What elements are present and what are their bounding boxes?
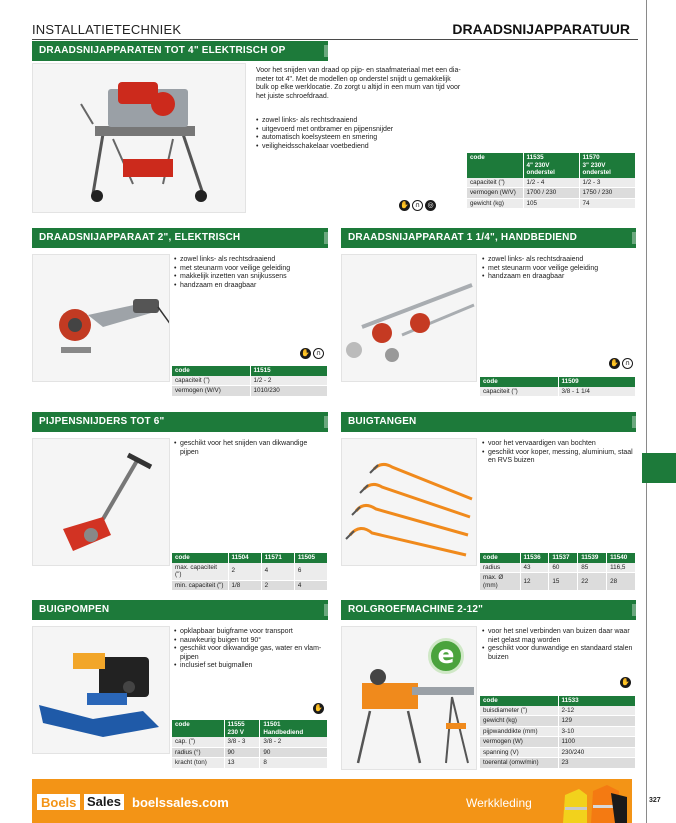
table-cell: 43 xyxy=(520,563,549,573)
bending-tongs-spec-table xyxy=(480,553,636,591)
gloves-icon: ✋ xyxy=(400,201,409,209)
table-cell: 13 xyxy=(224,758,260,769)
table-row xyxy=(480,726,636,737)
roll-groover-spec-table xyxy=(480,696,636,769)
feature-item: • zowel links- als rechtsdraaiend xyxy=(482,256,634,265)
threading-machine-ppe-icons xyxy=(399,200,436,211)
table-header: 11515 xyxy=(250,366,328,376)
table-cell: 28 xyxy=(607,573,636,591)
feature-item: • nauwkeurig buigen tot 90° xyxy=(174,637,326,646)
table-row xyxy=(172,376,328,386)
ear-protection-icon: ∩ xyxy=(412,200,423,211)
chapter-tab[interactable] xyxy=(642,453,676,483)
table-cell: 2 xyxy=(228,563,261,581)
gloves-icon: ✋ xyxy=(621,678,630,686)
table-row xyxy=(467,188,636,199)
threader-manual-features xyxy=(482,256,634,282)
table-cell: 1/8 xyxy=(228,580,261,591)
table-cell: vermogen (W) xyxy=(480,737,558,748)
table-row xyxy=(467,198,636,209)
table-cell: 15 xyxy=(549,573,578,591)
table-header: code xyxy=(480,377,558,387)
table-cell: 1750 / 230 xyxy=(579,188,636,199)
feature-item: • handzaam en draagbaar xyxy=(174,282,324,291)
table-row xyxy=(172,758,328,769)
table-cell: pijpwanddikte (mm) xyxy=(480,726,558,737)
feature-item: • opklapbaar buigframe voor transport xyxy=(174,628,326,637)
feature-item: • zowel links- als rechtsdraaiend xyxy=(256,117,466,126)
table-cell: capaciteit (") xyxy=(172,376,250,386)
roll-groover-ppe-icons xyxy=(620,677,631,688)
table-row xyxy=(172,737,328,747)
table-cell: 3-10 xyxy=(558,726,636,737)
table-row xyxy=(172,747,328,758)
table-cell: 6 xyxy=(294,563,327,581)
pipe-cutter-photo xyxy=(32,438,170,566)
website-link[interactable]: boelssales.com xyxy=(132,795,229,810)
table-header: code xyxy=(172,553,228,563)
table-cell: 85 xyxy=(578,563,607,573)
threading-machine-description xyxy=(256,67,466,101)
table-header: code xyxy=(172,720,224,737)
feature-item: • voor het vervaardigen van bochten xyxy=(482,440,636,449)
table-cell: 1/2 - 2 xyxy=(250,376,328,386)
feature-item: • inclusief set buigmallen xyxy=(174,662,326,671)
table-header: 11536 xyxy=(520,553,549,563)
roll-groover-features xyxy=(482,628,636,662)
table-row xyxy=(467,178,636,188)
table-header: 11571 xyxy=(261,553,294,563)
threader-electric-features xyxy=(174,256,324,290)
table-cell: toerental (omw/min) xyxy=(480,758,558,769)
threading-machine-photo xyxy=(32,63,246,213)
feature-item: • zowel links- als rechtsdraaiend xyxy=(174,256,324,265)
feature-item: • automatisch koelsysteem en smering xyxy=(256,134,466,143)
table-cell: 1700 / 230 xyxy=(523,188,579,199)
footer-banner xyxy=(32,779,632,823)
gloves-icon: ✋ xyxy=(314,704,323,712)
table-cell: 2 xyxy=(261,580,294,591)
table-header: 11501 Handbediend xyxy=(260,720,328,737)
table-cell: 3/8 - 2 xyxy=(260,737,328,747)
table-cell: radius xyxy=(480,563,520,573)
ear-protection-icon: ∩ xyxy=(622,358,633,369)
description-line: bulk op elke werklocatie. Zo zorgt u altijd in een mum van tijd voor xyxy=(256,84,461,92)
table-header: 11504 xyxy=(228,553,261,563)
table-cell: 12 xyxy=(520,573,549,591)
table-cell: 90 xyxy=(224,747,260,758)
table-row xyxy=(480,706,636,716)
description-line: Voor het snijden van draad op pijp- en staafmateriaal met een dia- xyxy=(256,67,461,74)
table-cell: radius (°) xyxy=(172,747,224,758)
workwear-image xyxy=(557,781,629,823)
table-row xyxy=(480,716,636,727)
table-header: 11539 xyxy=(578,553,607,563)
threader-electric-spec-table xyxy=(172,366,328,397)
footer-category: Werkkleding xyxy=(466,796,532,810)
table-cell: 23 xyxy=(558,758,636,769)
table-header: 11540 xyxy=(607,553,636,563)
table-header: code xyxy=(467,153,523,178)
table-cell: 1010/230 xyxy=(250,386,328,397)
gloves-icon: ✋ xyxy=(301,349,310,357)
section-title-threader-electric: DRAADSNIJAPPARAAT 2", ELEKTRISCH xyxy=(32,228,328,248)
threading-machine-features xyxy=(256,117,466,151)
threader-electric-ppe-icons xyxy=(300,348,324,359)
feature-item: • geschikt voor dikwandige gas, water en vlam-pijpen xyxy=(174,645,326,662)
bending-tongs-photo xyxy=(341,438,477,566)
feature-item: • uitgevoerd met ontbramer en pijpensnijder xyxy=(256,126,466,135)
table-cell: capaciteit (") xyxy=(480,387,558,397)
bending-tongs-features xyxy=(482,440,636,466)
table-cell: 90 xyxy=(260,747,328,758)
gloves-icon: ✋ xyxy=(610,359,619,367)
table-header: code xyxy=(480,696,558,706)
table-cell: 4 xyxy=(294,580,327,591)
pipe-cutter-features xyxy=(174,440,324,457)
description-line: het juiste schroefdraad. xyxy=(256,92,329,100)
table-row xyxy=(480,563,636,573)
table-cell: gewicht (kg) xyxy=(467,198,523,209)
feature-item: • geschikt voor het snijden van dikwandige pijpen xyxy=(174,440,324,457)
table-header: 11533 xyxy=(558,696,636,706)
table-row xyxy=(480,737,636,748)
table-row xyxy=(480,573,636,591)
threader-manual-photo xyxy=(341,254,477,382)
table-cell: kracht (ton) xyxy=(172,758,224,769)
table-cell: 60 xyxy=(549,563,578,573)
ear-protection-icon: ∩ xyxy=(313,348,324,359)
table-cell: 1100 xyxy=(558,737,636,748)
feature-item: • veiligheidsschakelaar voetbediend xyxy=(256,143,466,152)
table-cell: vermogen (W/V) xyxy=(172,386,250,397)
table-cell: min. capaciteit (") xyxy=(172,580,228,591)
header-divider xyxy=(32,39,638,40)
table-row xyxy=(172,580,328,591)
table-cell: 129 xyxy=(558,716,636,727)
table-cell: cap. (") xyxy=(172,737,224,747)
table-cell: 3/8 - 1 1/4 xyxy=(558,387,636,397)
table-row xyxy=(480,387,636,397)
table-cell: spanning (V) xyxy=(480,747,558,758)
table-cell: 105 xyxy=(523,198,579,209)
threader-electric-photo xyxy=(32,254,170,382)
threader-manual-ppe-icons xyxy=(609,358,633,369)
feature-item: • handzaam en draagbaar xyxy=(482,273,634,282)
table-cell: 22 xyxy=(578,573,607,591)
threading-machine-spec-table xyxy=(467,153,636,209)
table-cell: buisdiameter (") xyxy=(480,706,558,716)
section-title-pipe-cutters: PIJPENSNIJDERS TOT 6" xyxy=(32,412,328,432)
section-title-threader-manual: DRAADSNIJAPPARAAT 1 1/4", HANDBEDIEND xyxy=(341,228,636,248)
section-title-roll-groover: ROLGROEFMACHINE 2-12" xyxy=(341,600,636,620)
table-cell: 74 xyxy=(579,198,636,209)
table-header: 11555 230 V xyxy=(224,720,260,737)
table-header: code xyxy=(172,366,250,376)
feature-item: • met steunarm voor veilige geleiding xyxy=(482,265,634,274)
table-header: 11570 3" 230V onderstel xyxy=(579,153,636,178)
brand-logo-sales[interactable]: Sales xyxy=(84,794,124,810)
page-margin-rule xyxy=(646,0,647,823)
table-cell: max. Ø (mm) xyxy=(480,573,520,591)
feature-item: • voor het snel verbinden van buizen daar waar niet gelast mag worden xyxy=(482,628,636,645)
table-row xyxy=(172,563,328,581)
table-cell: 4 xyxy=(261,563,294,581)
table-header: 11537 xyxy=(549,553,578,563)
table-row xyxy=(480,758,636,769)
table-cell: 2-12 xyxy=(558,706,636,716)
table-cell: 8 xyxy=(260,758,328,769)
table-header: 11505 xyxy=(294,553,327,563)
bending-pump-spec-table xyxy=(172,720,328,769)
table-cell: capaciteit (") xyxy=(467,178,523,188)
table-cell: gewicht (kg) xyxy=(480,716,558,727)
table-cell: 3/8 - 3 xyxy=(224,737,260,747)
table-cell: 230/240 xyxy=(558,747,636,758)
table-cell: 116,5 xyxy=(607,563,636,573)
feature-item: • met steunarm voor veilige geleiding xyxy=(174,265,324,274)
bending-pump-photo xyxy=(32,626,170,754)
section-label: INSTALLATIETECHNIEK xyxy=(32,22,182,37)
page-number: 327 xyxy=(649,797,661,804)
table-header: 11509 xyxy=(558,377,636,387)
feature-item: • geschikt voor koper, messing, aluminium, staal en RVS buizen xyxy=(482,449,636,466)
feature-item: • makkelijk inzetten van snijkussens xyxy=(174,273,324,282)
description-line: meter tot 4". Met de modellen op onderstel snijdt u gemakkelijk xyxy=(256,75,451,83)
table-row xyxy=(480,747,636,758)
feature-item: • geschikt voor dunwandige en standaard stalen buizen xyxy=(482,645,636,662)
table-cell: 1/2 - 3 xyxy=(579,178,636,188)
bending-pump-features xyxy=(174,628,326,671)
section-title-bending-pumps: BUIGPOMPEN xyxy=(32,600,328,620)
safety-glasses-icon: ◎ xyxy=(425,200,436,211)
table-cell: max. capaciteit (") xyxy=(172,563,228,581)
bending-pump-ppe-icons xyxy=(313,703,324,714)
table-header: 11535 4" 230V onderstel xyxy=(523,153,579,178)
table-cell: 1/2 - 4 xyxy=(523,178,579,188)
brand-logo-boels[interactable]: Boels xyxy=(37,794,80,810)
page-title: DRAADSNIJAPPARATUUR xyxy=(452,21,630,37)
threader-manual-spec-table xyxy=(480,377,636,397)
pipe-cutter-spec-table xyxy=(172,553,328,591)
table-header: code xyxy=(480,553,520,563)
section-title-threading-machines: DRAADSNIJAPPARATEN TOT 4" ELEKTRISCH OP xyxy=(32,41,328,61)
table-row xyxy=(172,386,328,397)
section-title-bending-tongs: BUIGTANGEN xyxy=(341,412,636,432)
table-cell: vermogen (W/V) xyxy=(467,188,523,199)
e-badge-icon: e xyxy=(428,638,464,674)
